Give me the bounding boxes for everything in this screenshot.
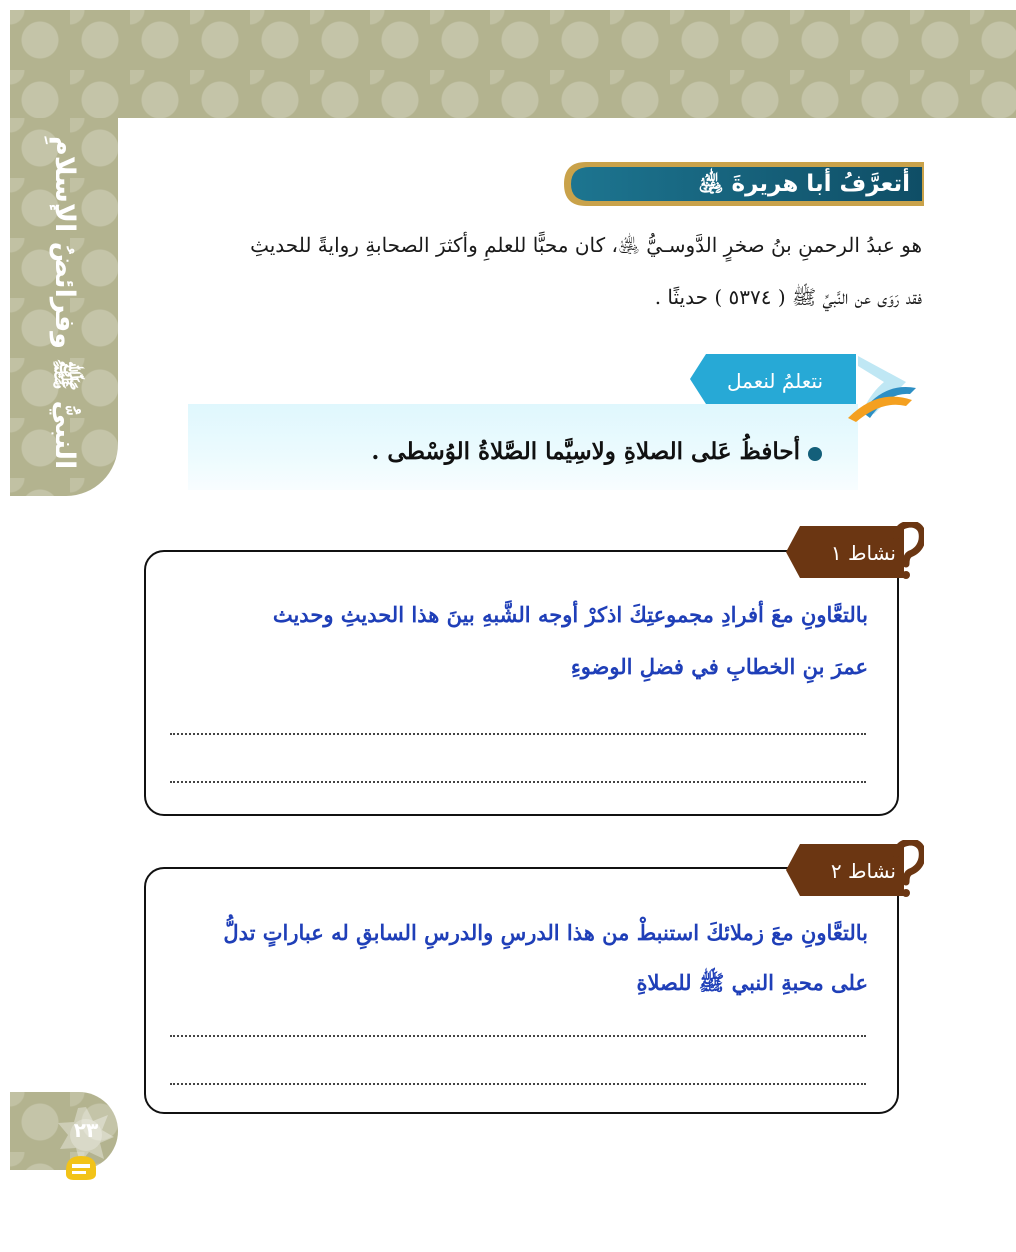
publisher-logo-icon <box>60 1152 102 1182</box>
activity-2-answer-line-1[interactable] <box>170 1035 866 1037</box>
activity-2-answer-line-2[interactable] <box>170 1083 866 1085</box>
activity-1-question-line-2: عمرَ بنِ الخطابِ في فضلِ الوضوءِ <box>570 654 868 679</box>
bullet-icon <box>808 447 822 461</box>
activity-1-label: نشاط ١ <box>830 541 896 565</box>
page-number: ٢٣ <box>73 1118 99 1142</box>
learn-tab-label: نتعلمُ لنعمل <box>726 369 824 393</box>
top-pattern-band <box>10 10 1016 118</box>
activity-2-question-line-2: على محبةِ النبي ﷺ للصلاةِ <box>636 970 868 995</box>
section-heading: أتعرَّفُ أبا هريرةَ ﵁ <box>698 171 910 197</box>
activity-2-label: نشاط ٢ <box>830 859 896 883</box>
activity-1-box <box>144 550 899 816</box>
intro-line-2: فقد رَوَى عن النَّبيِّ ﷺ ( ٥٣٧٤ ) حديثًا . <box>654 285 922 309</box>
activity-1-question-line-1: بالتعَّاونِ معَ أفرادِ مجموعتِكَ اذكرْ أوجه الشَّبهِ بينَ هذا الحديثِ وحديث <box>272 602 868 627</box>
book-icon <box>848 356 916 422</box>
activity-2-question-line-1: بالتعَّاونِ معَ زملائكَ استنبطْ من هذا الدرسِ والدرسِ السابقِ له عباراتٍ تدلُّ <box>223 920 868 945</box>
activity-1-answer-line-2[interactable] <box>170 781 866 783</box>
learn-point: أحافظُ عَلى الصلاةِ ولاسِيَّما الصَّلاةُ الوُسْطى . <box>371 438 800 465</box>
intro-line-1: هو عبدُ الرحمنِ بنُ صخرٍ الدَّوسـيُّ ﵁، كان محبًّا للعلمِ وأكثرَ الصحابةِ روايةً للحديثِ <box>250 233 922 257</box>
activity-1-answer-line-1[interactable] <box>170 733 866 735</box>
chapter-title: النبيُّ ﷺ وفرائضُ الإسلامِ <box>49 135 80 470</box>
